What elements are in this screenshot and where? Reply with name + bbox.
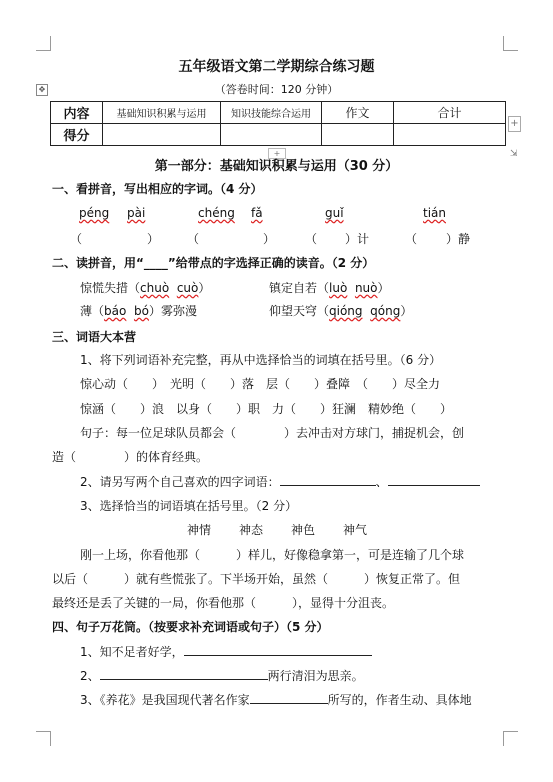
score-table-cell: 合计 [394, 102, 506, 124]
q3-sub1: 1、将下列词语补充完整，再从中选择恰当的词填在括号里。（6 分） [80, 353, 442, 367]
word-choice: 神色 [291, 523, 316, 537]
word-choice: 神态 [239, 523, 264, 537]
paragraph-line: 以后（ ）就有些慌张了。下半场开始，虽然（ ）恢复正常了。但 [52, 572, 461, 586]
score-table-header-row [51, 102, 506, 124]
answer-line[interactable] [100, 668, 268, 680]
pinyin-option: nuò [354, 281, 378, 295]
table-resize-handle-icon[interactable]: ⇲ [510, 149, 518, 159]
table-move-handle-icon[interactable]: ✥ [36, 84, 48, 96]
score-input-cell[interactable] [394, 124, 506, 146]
q2-item: 仰望天穹（qióng qóng） [269, 304, 413, 318]
q4-sentence-1: 1、知不足者好学， [80, 643, 372, 660]
score-table-cell: 基础知识积累与运用 [103, 102, 221, 124]
sentence-line: 造（ ）的体育经典。 [52, 450, 209, 464]
word-choice: 神情 [187, 523, 212, 537]
q3-sub2: 2、请另写两个自己喜欢的四字词语： 、 [80, 473, 480, 490]
q4-heading: 四、句子万花筒。（按要求补充词语或句子）（5 分） [52, 620, 329, 634]
pinyin-option: qióng [329, 304, 363, 318]
score-input-cell[interactable] [221, 124, 322, 146]
q3-sub3: 3、选择恰当的词语填在括号里。（2 分） [80, 499, 298, 513]
answer-blank: ）计 [345, 232, 370, 246]
pinyin-option: luò [329, 281, 348, 295]
paragraph-line: 最终还是丢了关键的一局，你看他那（ ），显得十分沮丧。 [52, 596, 395, 610]
pinyin: guǐ [325, 206, 344, 220]
answer-blank: ） [147, 232, 160, 246]
score-input-cell[interactable] [322, 124, 394, 146]
score-input-cell[interactable] [103, 124, 221, 146]
crop-mark-top-right [503, 36, 518, 51]
answer-blank: ） [263, 232, 276, 246]
add-column-icon[interactable]: + [508, 116, 521, 132]
q4-sentence-3: 3、《养花》是我国现代著名作家 所写的，作者生动、具体地 [80, 693, 472, 707]
score-table-cell: 内容 [51, 102, 103, 124]
exam-title: 五年级语文第二学期综合练习题 [178, 59, 375, 75]
crop-mark-bottom-left [36, 731, 51, 746]
pinyin-option: bó [133, 304, 149, 318]
q2-item: 镇定自若（luò nuò） [269, 281, 390, 295]
answer-blank: （ [405, 232, 418, 246]
answer-line[interactable] [184, 644, 372, 656]
add-row-icon[interactable]: + [268, 148, 286, 159]
answer-blank: ）静 [446, 232, 471, 246]
score-table [50, 101, 506, 146]
part1-title: 第一部分：基础知识积累与运用（30 分） [154, 159, 399, 174]
q1-heading: 一、看拼音，写出相应的字词。（4 分） [52, 182, 263, 196]
q2-item: 薄（báo bó）雾弥漫 [80, 304, 197, 318]
score-table-score-row [51, 124, 506, 146]
crop-mark-top-left [36, 36, 51, 51]
answer-line[interactable] [280, 474, 376, 486]
q4-sentence-2: 2、 两行清泪为思亲。 [80, 669, 364, 683]
paragraph-line: 刚一上场，你看他那（ ）样儿，好像稳拿第一，可是连输了几个球 [80, 548, 465, 562]
pinyin-option: chuò [140, 281, 170, 295]
score-table-cell: 得分 [51, 124, 103, 146]
pinyin: fǎ [251, 206, 263, 220]
answer-blank: （ [305, 232, 318, 246]
pinyin-option: cuò [176, 281, 199, 295]
answer-blank: （ [187, 232, 200, 246]
pinyin: pài [127, 206, 146, 220]
answer-blank: （ [70, 232, 83, 246]
pinyin: chéng [198, 206, 235, 220]
sentence-line: 句子：每一位足球队员都会（ ）去冲击对方球门，捕捉机会，创 [80, 426, 465, 440]
q2-item: 惊慌失措（chuò cuò） [80, 281, 211, 295]
pinyin: péng [79, 206, 110, 220]
crop-mark-bottom-right [503, 731, 518, 746]
pinyin: tián [423, 206, 446, 220]
q2-heading: 二、读拼音，用“____”给带点的字选择正确的读音。（2 分） [52, 256, 375, 270]
pinyin-option: báo [104, 304, 127, 318]
answer-line[interactable] [250, 692, 328, 704]
word-choice: 神气 [343, 523, 368, 537]
exam-time: （答卷时间：120 分钟） [214, 83, 339, 96]
q3-heading: 三、词语大本营 [52, 330, 137, 344]
score-table-cell: 作文 [322, 102, 394, 124]
word-row: 惊心动（ ） 光明（ ）落 层（ ）叠障 （ ）尽全力 [80, 377, 441, 391]
answer-line[interactable] [388, 474, 480, 486]
score-table-cell: 知识技能综合运用 [221, 102, 322, 124]
word-row: 惊涵（ ）浪 以身（ ）职 力（ ）狂澜 精妙绝（ ） [80, 402, 453, 416]
pinyin-option: qóng [370, 304, 401, 318]
